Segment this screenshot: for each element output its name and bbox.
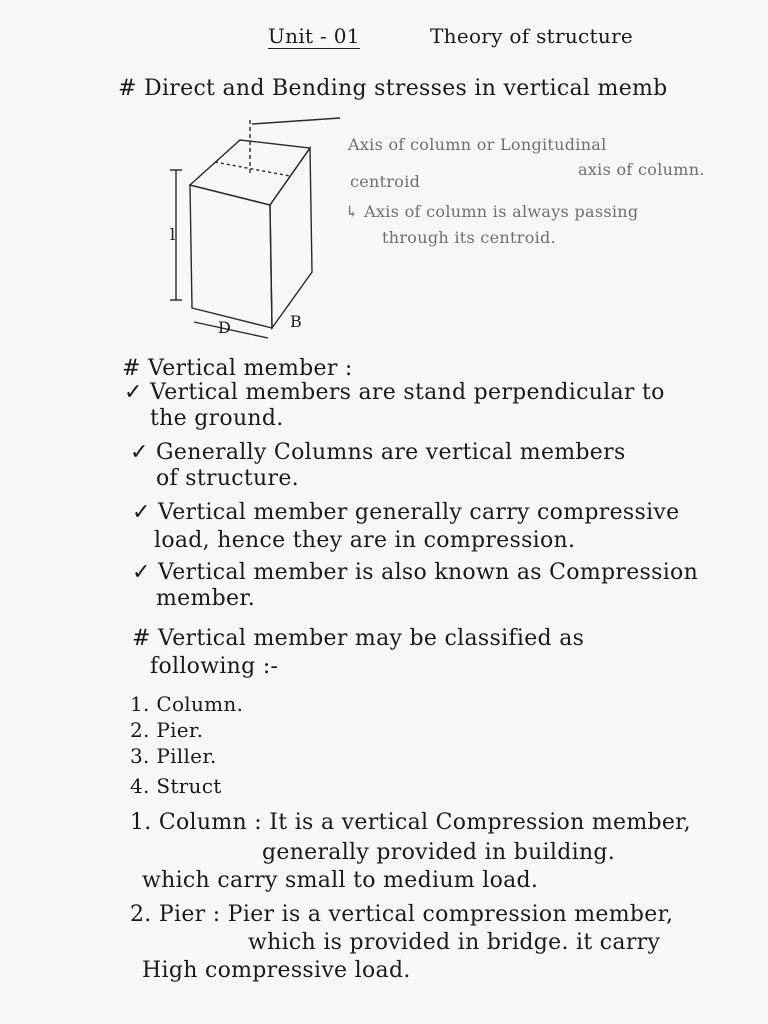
column-diagram (160, 110, 340, 340)
heading-classification-2: following :- (150, 654, 279, 679)
dim-breadth-label: B (290, 312, 303, 331)
def-column-line1: 1. Column : It is a vertical Compression member, (130, 810, 691, 835)
point-4-line1: ✓ Vertical member is also known as Compression (132, 560, 699, 585)
point-4-line2: member. (156, 586, 256, 611)
axis-note-line1: ↳ Axis of column is always passing (345, 202, 639, 221)
def-pier-line2: which is provided in bridge. it carry (248, 930, 661, 955)
point-1-line2: the ground. (150, 406, 284, 431)
def-pier-line3: High compressive load. (142, 958, 411, 983)
heading-classification: # Vertical member may be classified as (132, 626, 585, 651)
class-item-column: 1. Column. (130, 692, 244, 716)
heading-vertical-member: # Vertical member : (122, 356, 353, 381)
dim-length-label: l (170, 225, 176, 244)
heading-direct-bending: # Direct and Bending stresses in vertical memb (118, 76, 668, 101)
unit-title: Unit - 01 (268, 24, 360, 48)
axis-label-2: axis of column. (578, 160, 705, 179)
dim-depth-label: D (218, 318, 232, 337)
def-pier-line1: 2. Pier : Pier is a vertical compression member, (130, 902, 674, 927)
subject-title: Theory of structure (430, 24, 634, 48)
def-column-line2: generally provided in building. (262, 840, 616, 865)
point-1-line1: ✓ Vertical members are stand perpendicular to (124, 380, 665, 405)
point-3-line2: load, hence they are in compression. (154, 528, 576, 553)
point-3-line1: ✓ Vertical member generally carry compressive (132, 500, 680, 525)
point-2-line2: of structure. (156, 466, 299, 491)
class-item-piller: 3. Piller. (130, 744, 217, 768)
axis-label: Axis of column or Longitudinal (348, 135, 607, 154)
axis-note-line2: through its centroid. (382, 228, 556, 247)
point-2-line1: ✓ Generally Columns are vertical members (130, 440, 626, 465)
def-column-line3: which carry small to medium load. (142, 868, 539, 893)
centroid-label: centroid (350, 172, 421, 191)
class-item-pier: 2. Pier. (130, 718, 204, 742)
class-item-struct: 4. Struct (130, 774, 222, 798)
